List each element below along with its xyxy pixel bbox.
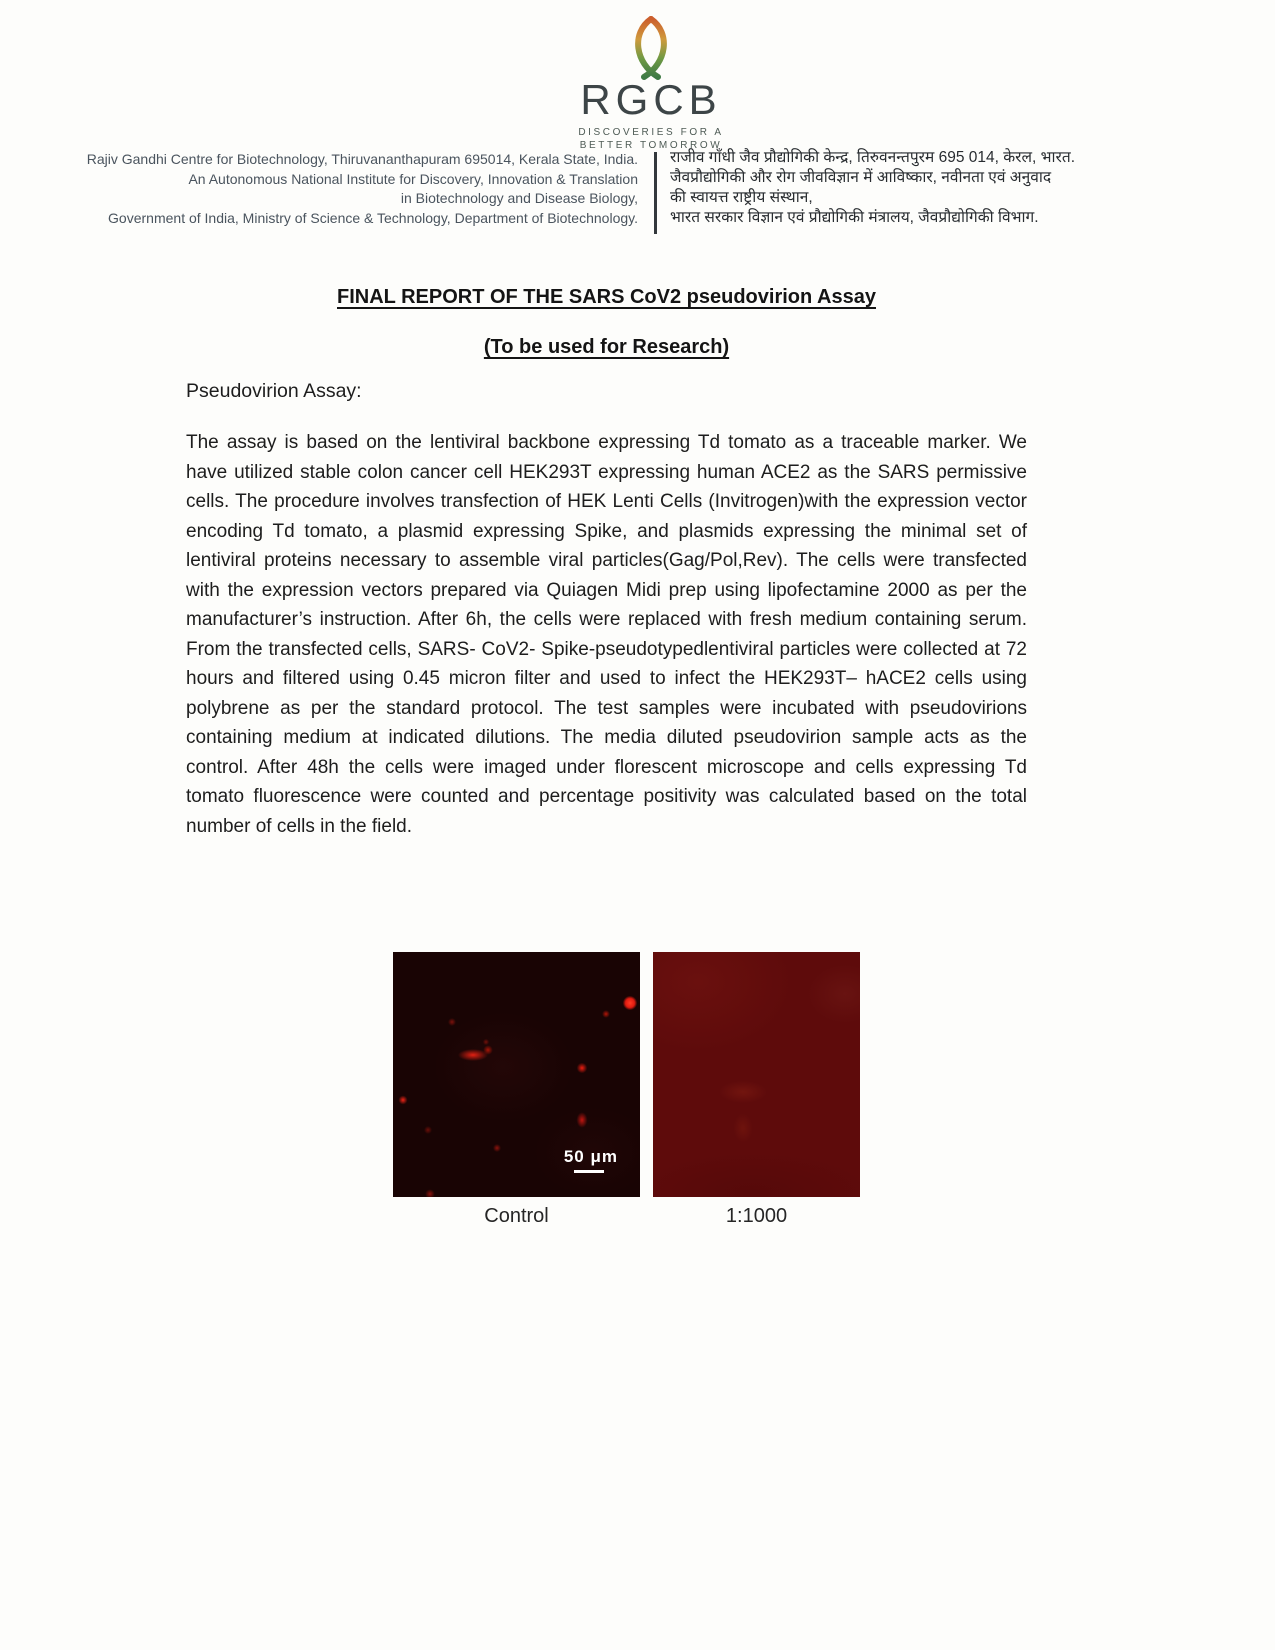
dna-bulb-icon [629,16,673,80]
caption-control: Control [484,1205,549,1227]
address-hi-line1: राजीव गाँधी जैव प्रौद्योगिकी केन्द्र, तिरुवनन्तपुरम 695 014, केरल, भारत. [670,149,1075,166]
address-english [60,150,638,228]
caption-dilution: 1:1000 [725,1205,788,1227]
address-hi-line2: जैवप्रौद्योगिकी और रोग जीवविज्ञान में आविष्कार, नवीनता एवं अनुवाद [670,169,1052,186]
address-hi-line4: भारत सरकार विज्ञान एवं प्रौद्योगिकी मंत्रालय, जैवप्रौद्योगिकी विभाग. [670,209,1039,226]
address-en-line1: Rajiv Gandhi Centre for Biotechnology, Thiruvananthapuram 695014, Kerala State, India. [86,151,638,167]
body-paragraph: The assay is based on the lentiviral backbone expressing Td tomato as a traceable marker. We have utilized stable colon cancer cell HEK293T expressing human ACE2 as the SARS permissive cells. The procedure involves transfection of HEK Lenti Cells (Invitrogen)with the expression vector encoding Td tomato, a plasmid expressing Spike, and plasmids expressing the minimal set of lentiviral proteins necessary to assemble viral particles(Gag/Pol,Rev). The cells were transfected with the expression vectors prepared via Quiagen Midi prep using lipofectamine 2000 as per the manufacturer’s instruction. After 6h, the cells were replaced with fresh medium containing serum. From the transfected cells, SARS- CoV2- Spike-pseudotypedlentiviral particles were collected at 72 hours and filtered using 0.45 micron filter and used to infect the HEK293T– hACE2 cells using polybrene as per the standard protocol. The test samples were incubated with pseudovirions containing medium at indicated dilutions. The media diluted pseudovirion sample acts as the control. After 48h the cells were imaged under florescent microscope and cells expressing Td tomato fluorescence were counted and percentage positivity was calculated based on the total number of cells in the field. [186,432,1027,837]
logo-tagline-line1: DISCOVERIES FOR A [578,127,724,138]
address-hindi [670,148,1090,228]
scale-bar-label: 50 μm [563,1147,618,1166]
address-en-line2: An Autonomous National Institute for Discovery, Innovation & Translation [188,170,638,187]
section-heading: Pseudovirion Assay: [186,380,362,402]
dilution-microscopy-panel [653,952,860,1197]
address-en-line4: Government of India, Ministry of Science & Technology, Department of Biotechnology. [108,209,638,226]
letterhead-logo [451,16,851,152]
scale-bar [574,1170,604,1173]
logo-acronym: RGCB [580,76,722,123]
report-title: FINAL REPORT OF THE SARS CoV2 pseudovirion Assay [337,286,876,308]
logo-tagline-line2: BETTER TOMORROW [579,139,723,151]
address-divider [654,152,657,234]
address-hi-line3: की स्वायत्त राष्ट्रीय संस्थान, [670,189,813,206]
address-en-line3: in Biotechnology and Disease Biology, [400,190,638,206]
control-microscopy-panel [393,952,640,1197]
report-subtitle: (To be used for Research) [483,336,730,358]
